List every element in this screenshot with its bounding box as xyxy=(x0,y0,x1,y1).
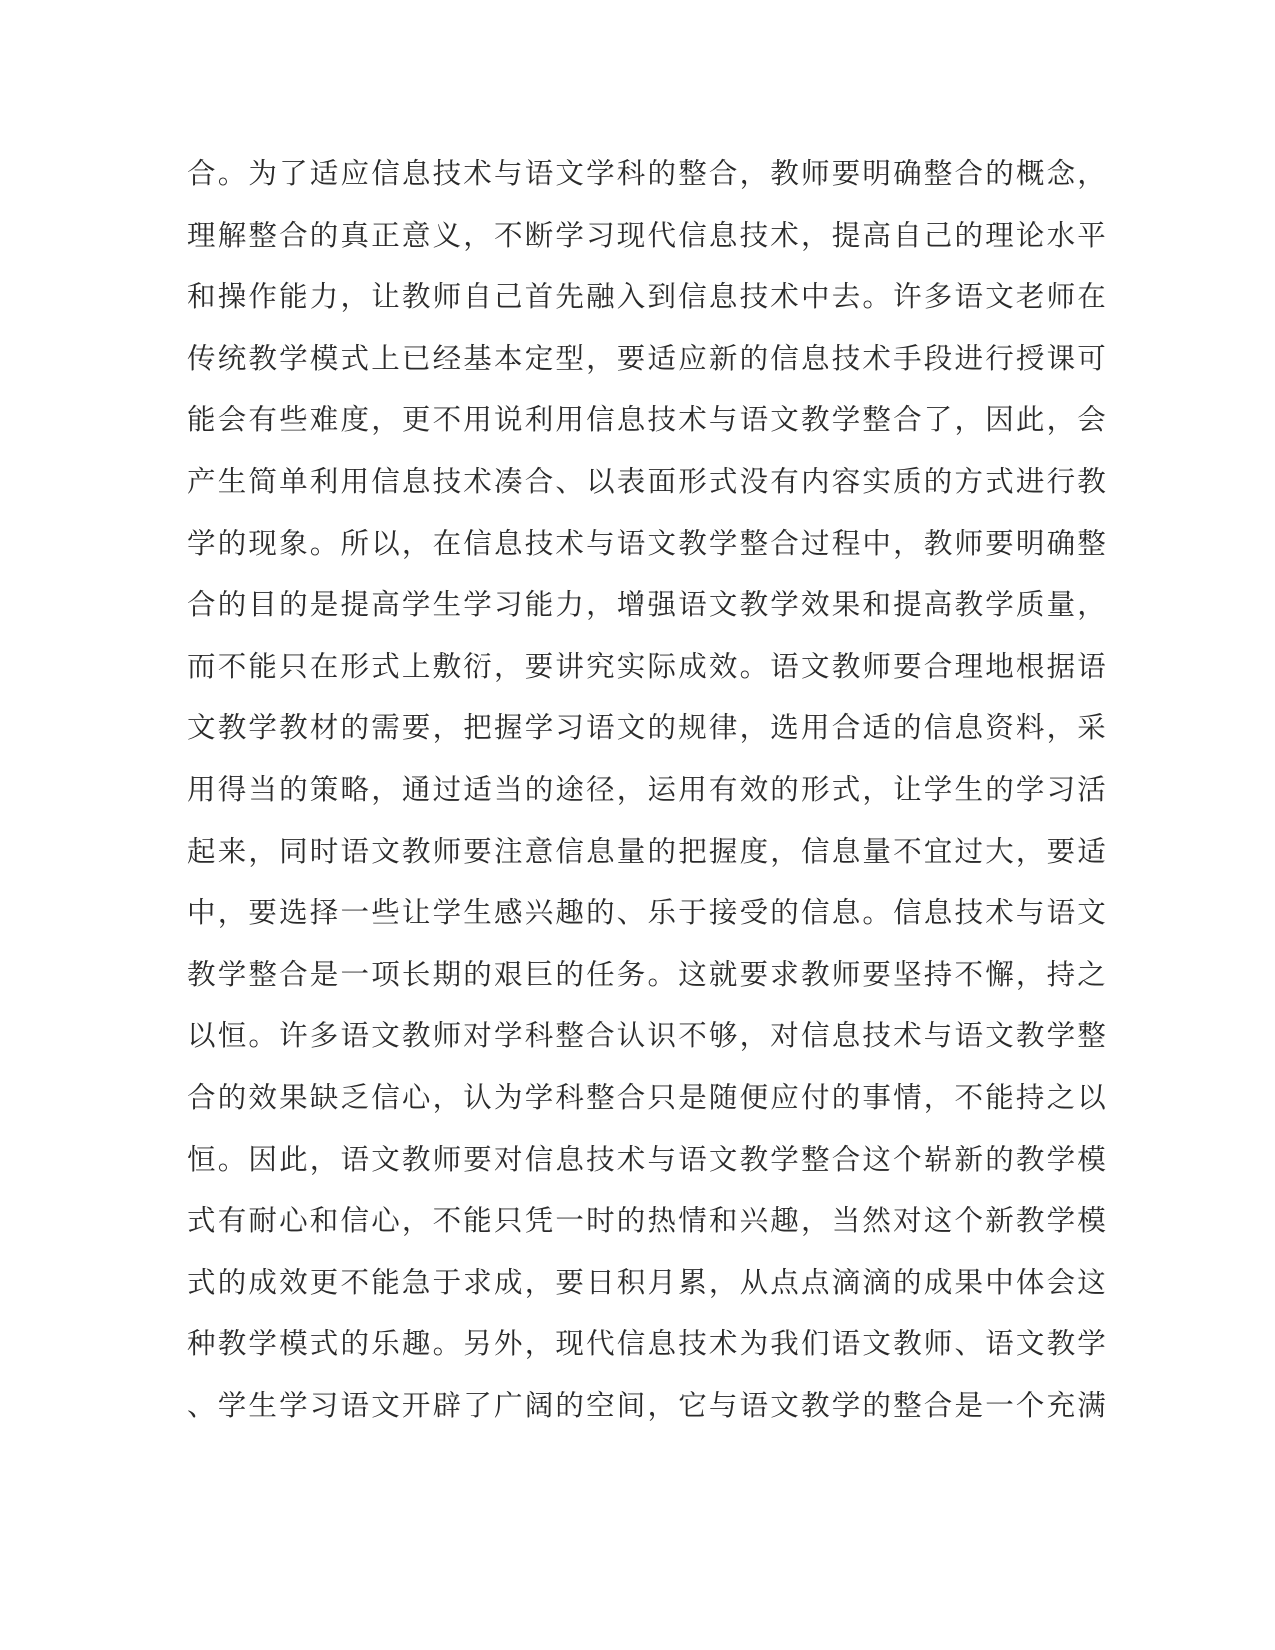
text-line: 恒。因此，语文教师要对信息技术与语文教学整合这个崭新的教学模 xyxy=(187,1142,1109,1176)
body-paragraph xyxy=(187,143,1109,1436)
text-line: 式的成效更不能急于求成，要日积月累，从点点滴滴的成果中体会这 xyxy=(187,1265,1109,1299)
text-line: 中，要选择一些让学生感兴趣的、乐于接受的信息。信息技术与语文 xyxy=(187,896,1109,930)
text-line: 产生简单利用信息技术凑合、以表面形式没有内容实质的方式进行教 xyxy=(187,464,1109,498)
text-line: 学的现象。所以，在信息技术与语文教学整合过程中，教师要明确整 xyxy=(187,526,1109,560)
text-line: 和操作能力，让教师自己首先融入到信息技术中去。许多语文老师在 xyxy=(187,280,1109,314)
text-line: 教学整合是一项长期的艰巨的任务。这就要求教师要坚持不懈，持之 xyxy=(187,957,1109,991)
text-line: 式有耐心和信心，不能只凭一时的热情和兴趣，当然对这个新教学模 xyxy=(187,1204,1109,1238)
text-line: 能会有些难度，更不用说利用信息技术与语文教学整合了，因此，会 xyxy=(187,403,1109,437)
text-line: 文教学教材的需要，把握学习语文的规律，选用合适的信息资料，采 xyxy=(187,711,1109,745)
text-line: 传统教学模式上已经基本定型，要适应新的信息技术手段进行授课可 xyxy=(187,341,1109,375)
text-line: 、学生学习语文开辟了广阔的空间，它与语文教学的整合是一个充满 xyxy=(187,1388,1109,1422)
text-line: 起来，同时语文教师要注意信息量的把握度，信息量不宜过大，要适 xyxy=(187,834,1109,868)
text-line: 以恒。许多语文教师对学科整合认识不够，对信息技术与语文教学整 xyxy=(187,1019,1109,1053)
text-line: 理解整合的真正意义，不断学习现代信息技术，提高自己的理论水平 xyxy=(187,218,1109,252)
text-line: 合的效果缺乏信心，认为学科整合只是随便应付的事情，不能持之以 xyxy=(187,1080,1109,1114)
text-line: 而不能只在形式上敷衍，要讲究实际成效。语文教师要合理地根据语 xyxy=(187,649,1109,683)
text-line: 用得当的策略，通过适当的途径，运用有效的形式，让学生的学习活 xyxy=(187,772,1109,806)
text-line: 合的目的是提高学生学习能力，增强语文教学效果和提高教学质量， xyxy=(187,588,1109,622)
text-line: 种教学模式的乐趣。另外，现代信息技术为我们语文教师、语文教学 xyxy=(187,1327,1109,1361)
text-line: 合。为了适应信息技术与语文学科的整合，教师要明确整合的概念， xyxy=(187,157,1109,190)
